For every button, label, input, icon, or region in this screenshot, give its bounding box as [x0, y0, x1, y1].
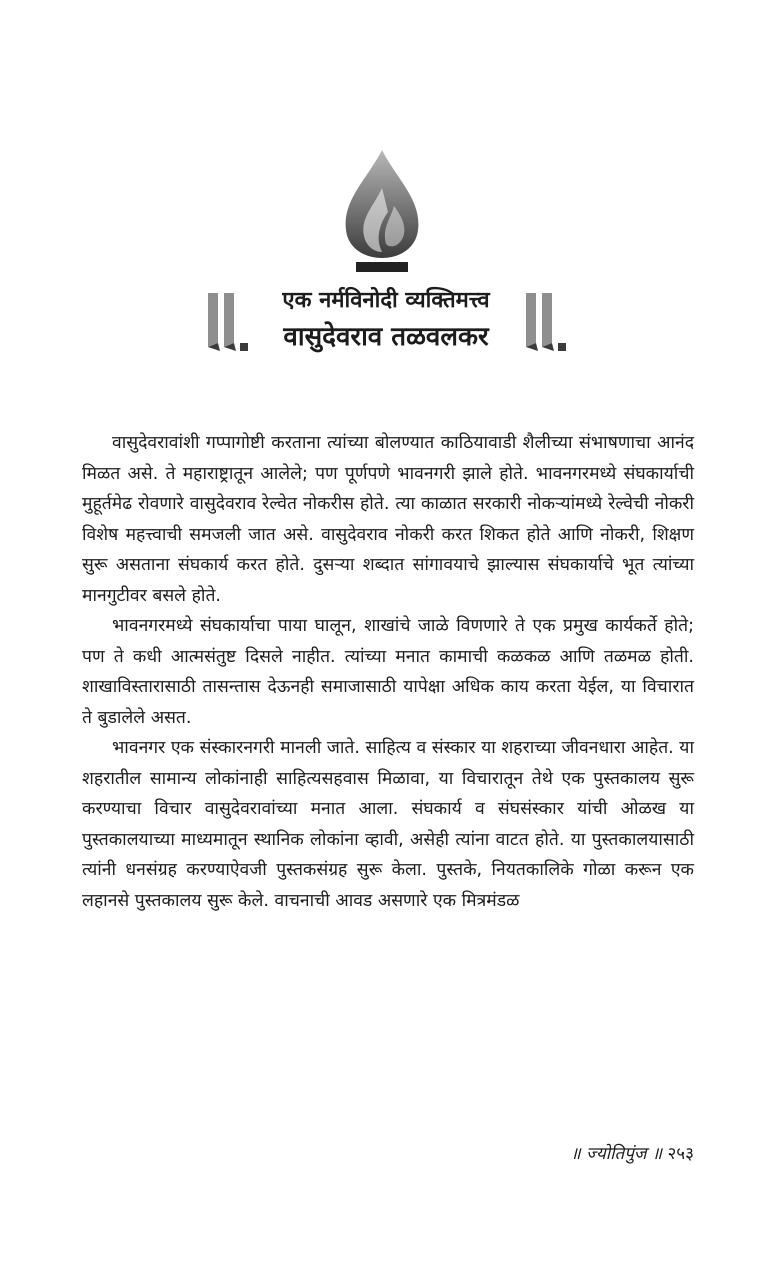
paragraph: वासुदेवरावांशी गप्पागोष्टी करताना त्यांच्या बोलण्यात काठियावाडी शैलीच्या संभाषणाचा आनंद मिळत असे. ते महाराष्ट्रातून आलेले; पण पूर्णपणे भावनगरी झाले होते. भावनगरमध्ये संघकार्याची मुहूर्तमेढ रोवणारे वासुदेवराव रेल्वेत नोकरीस होते. त्या काळात सरकारी नोकऱ्यांमध्ये रेल्वेची नोकरी विशेष महत्त्वाची समजली जात असे. वासुदेवराव नोकरी करत शिकत होते आणि नोकरी, शिक्षण सुरू असताना संघकार्य करत होते. दुसऱ्या शब्दात सांगावयाचे झाल्यास संघकार्याचे भूत त्यांच्या मानगुटीवर बसले होते.: [82, 433, 694, 606]
chapter-title: वासुदेवराव तळवलकर: [283, 322, 489, 352]
paragraph: भावनगर एक संस्कारनगरी मानली जाते. साहित्य व संस्कार या शहराच्या जीवनधारा आहेत. या शहरातील सामान्य लोकांनाही साहित्यसहवास मिळावा, या विचारातून तेथे एक पुस्तकालय सुरू करण्याचा विचार वासुदेवरावांच्या मनात आला. संघकार्य व संघसंस्कार यांची ओळख या पुस्तकालयाच्या माध्यमातून स्थानिक लोकांना व्हावी, असेही त्यांना वाटत होते. या पुस्तकालयासाठी त्यांनी धनसंग्रह करण्याऐवजी पुस्तकसंग्रह सुरू केला. पुस्तके, नियतकालिके गोळा करून एक लहानसे पुस्तकालय सुरू केले. वाचनाची आवड असणारे एक मित्रमंडळ: [82, 738, 694, 911]
page-footer: [500, 1142, 694, 1166]
page-number: २५३: [667, 1144, 694, 1164]
article-body: [82, 428, 694, 916]
flame-emblem-icon: [338, 148, 426, 276]
paragraph: भावनगरमध्ये संघकार्याचा पाया घालून, शाखांचे जाळे विणणारे ते एक प्रमुख कार्यकर्ते होते; पण ते कधी आत्मसंतुष्ट दिसले नाहीत. त्यांच्या मनात कामाची कळकळ आणि तळमळ होती. शाखाविस्तारासाठी तासन्तास देऊनही समाजासाठी यापेक्षा अधिक काय करता येईल, या विचारात ते बुडालेले असत.: [82, 616, 694, 728]
chapter-subtitle: एक नर्मविनोदी व्यक्तिमत्त्व: [282, 288, 490, 313]
chapter-heading: [204, 285, 568, 365]
double-bar-ornament-icon: [204, 289, 250, 355]
series-name: ॥ ज्योतिपुंज ॥: [570, 1144, 663, 1164]
double-bar-ornament-icon: [522, 289, 568, 355]
